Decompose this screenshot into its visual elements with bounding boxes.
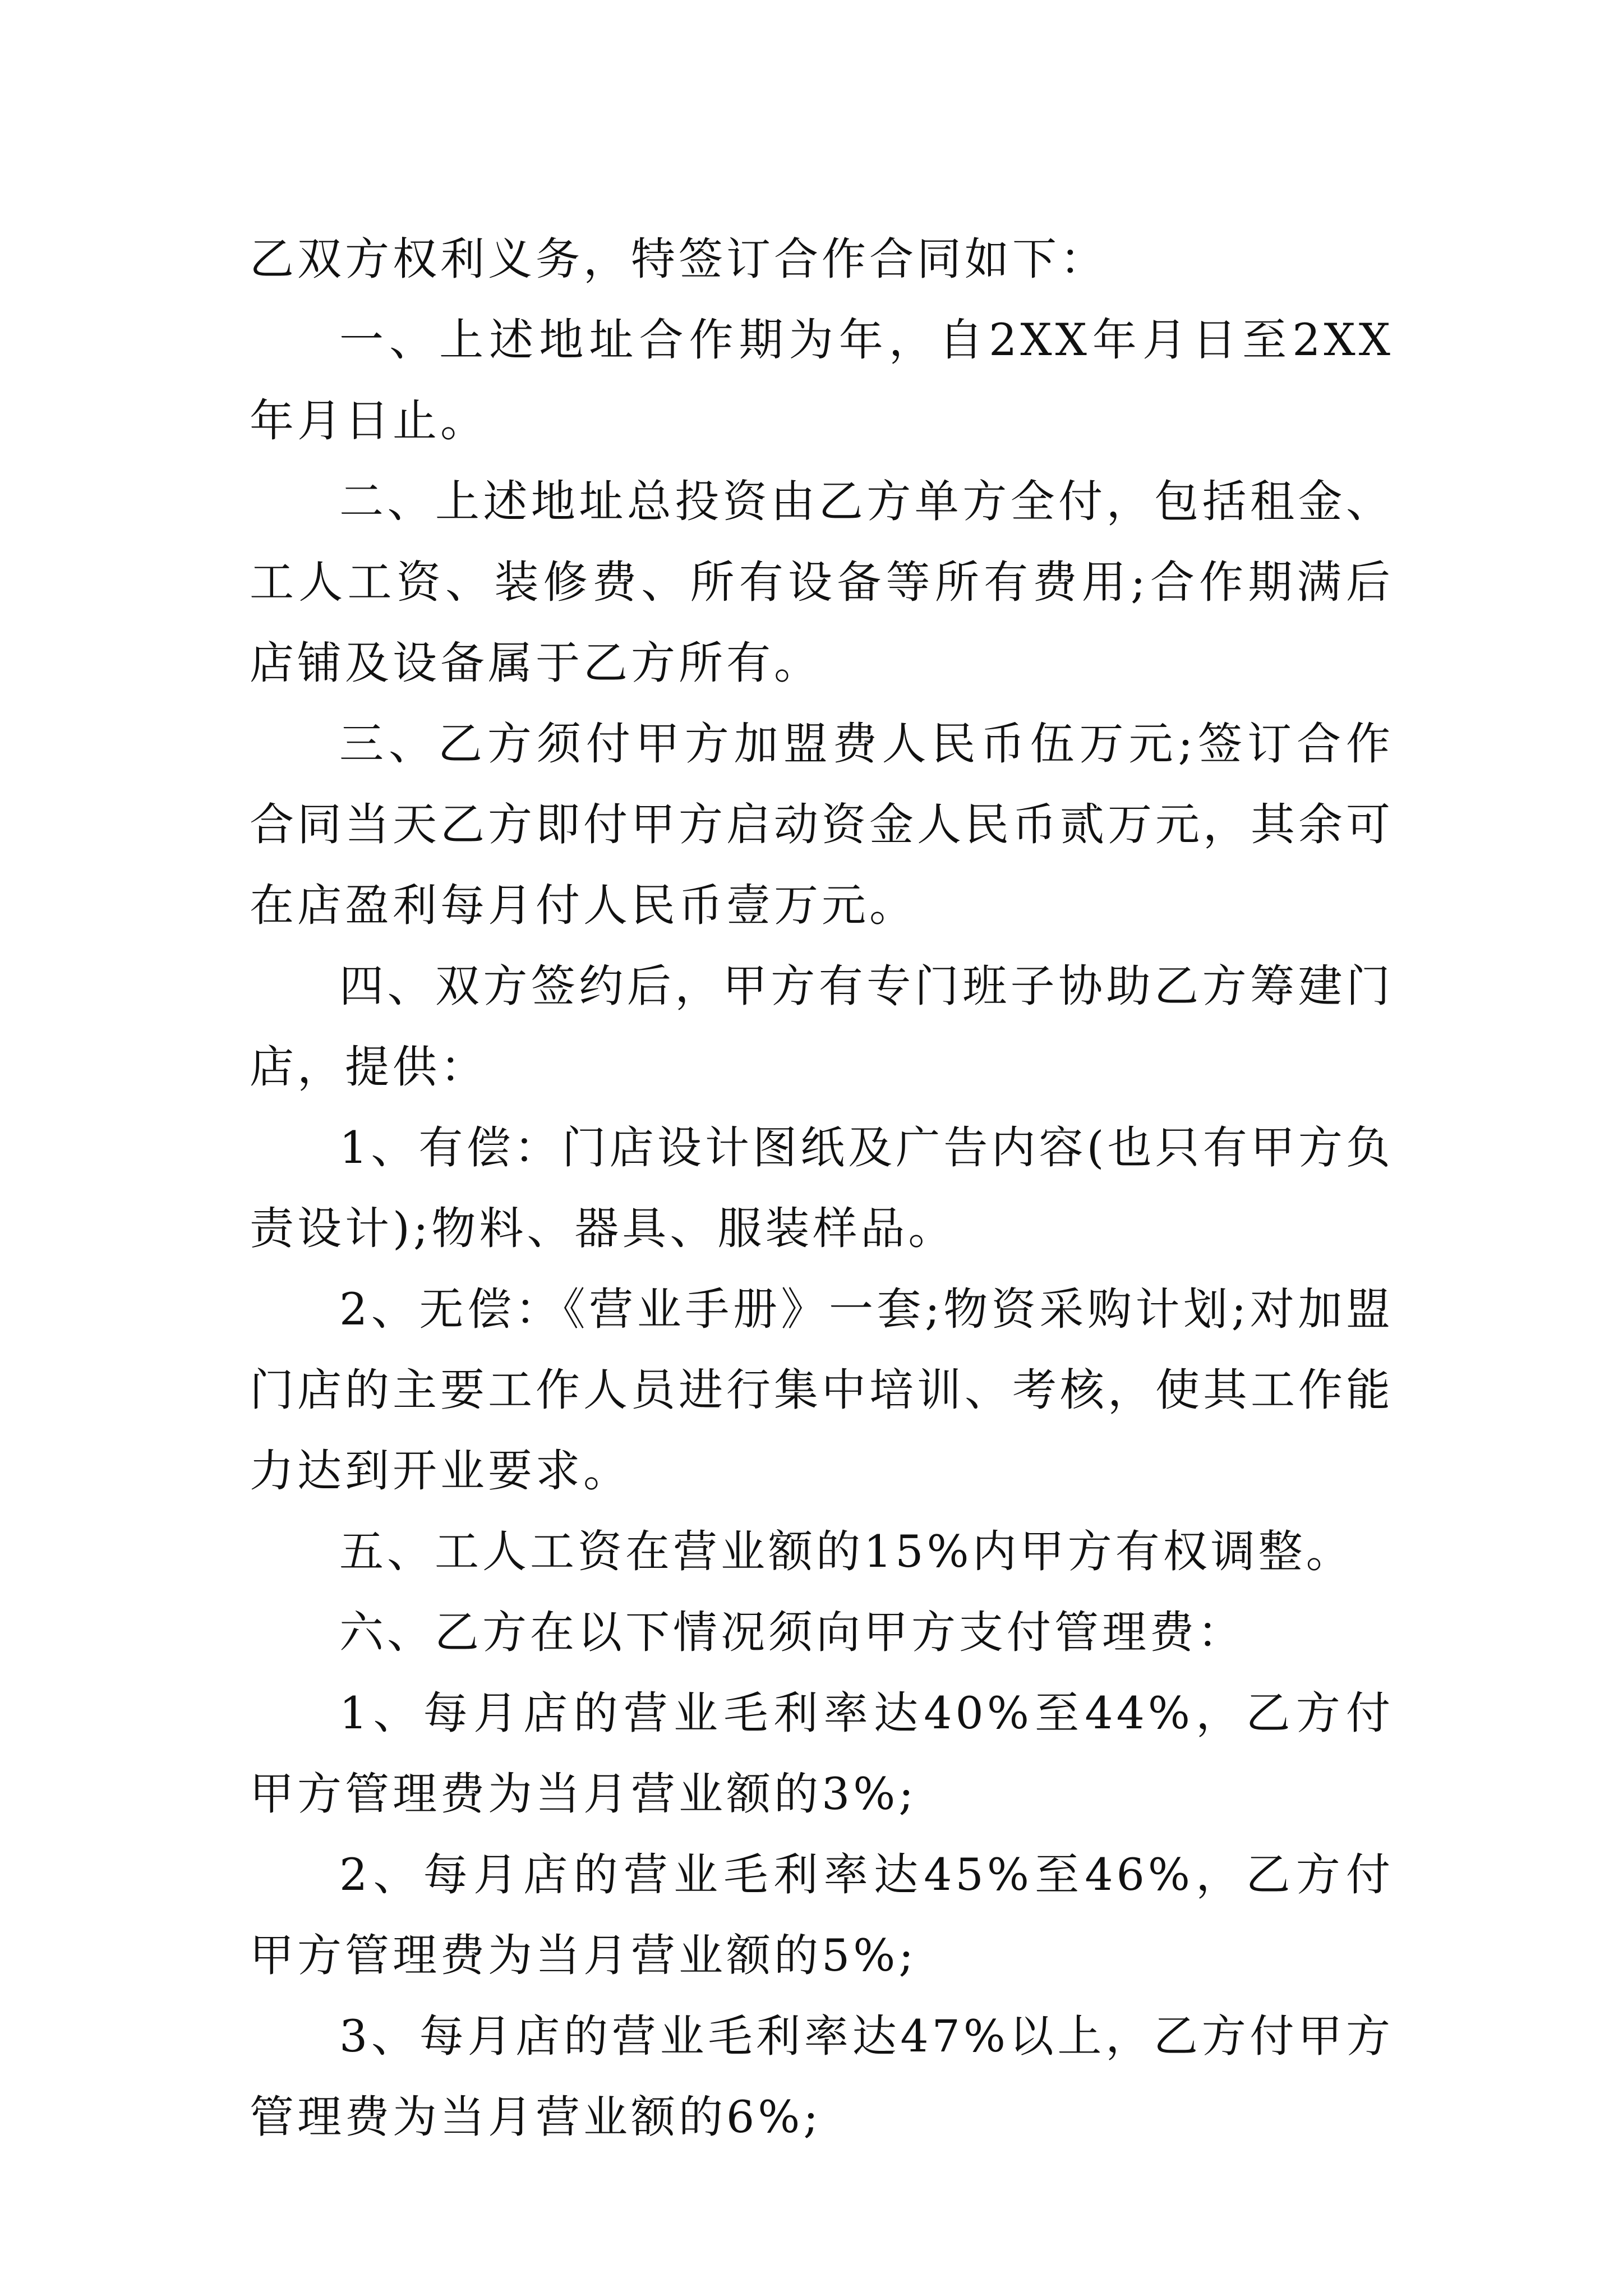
paragraph-2: 二、上述地址总投资由乙方单方全付，包括租金、工人工资、装修费、所有设备等所有费用;合作期满后店铺及设备属于乙方所有。 — [250, 476, 1394, 689]
paragraph-10: 2、每月店的营业毛利率达45%至46%，乙方付甲方管理费为当月营业额的5%; — [250, 1849, 1394, 1981]
paragraph-3: 三、乙方须付甲方加盟费人民币伍万元;签订合作合同当天乙方即付甲方启动资金人民币贰万元，其余可在店盈利每月付人民币壹万元。 — [250, 718, 1394, 931]
paragraph-0: 乙双方权利义务，特签订合作合同如下： — [250, 233, 1108, 285]
paragraph-5: 1、有偿：门店设计图纸及广告内容(也只有甲方负责设计);物料、器具、服装样品。 — [250, 1122, 1394, 1254]
paragraph-7: 五、工人工资在营业额的15%内甲方有权调整。 — [339, 1526, 1354, 1577]
paragraph-11: 3、每月店的营业毛利率达47%以上，乙方付甲方管理费为当月营业额的6%; — [250, 2010, 1394, 2143]
paragraph-8: 六、乙方在以下情况须向甲方支付管理费： — [339, 1607, 1245, 1658]
paragraph-4: 四、双方签约后，甲方有专门班子协助乙方筹建门店，提供： — [250, 960, 1394, 1093]
paragraph-9: 1、每月店的营业毛利率达40%至44%，乙方付甲方管理费为当月营业额的3%; — [250, 1687, 1394, 1820]
paragraph-6: 2、无偿：《营业手册》一套;物资采购计划;对加盟门店的主要工作人员进行集中培训、考核，使其工作能力达到开业要求。 — [250, 1283, 1394, 1497]
document-page — [250, 219, 1394, 2157]
paragraph-1: 一、上述地址合作期为年，自2XX年月日至2XX年月日止。 — [250, 314, 1394, 447]
